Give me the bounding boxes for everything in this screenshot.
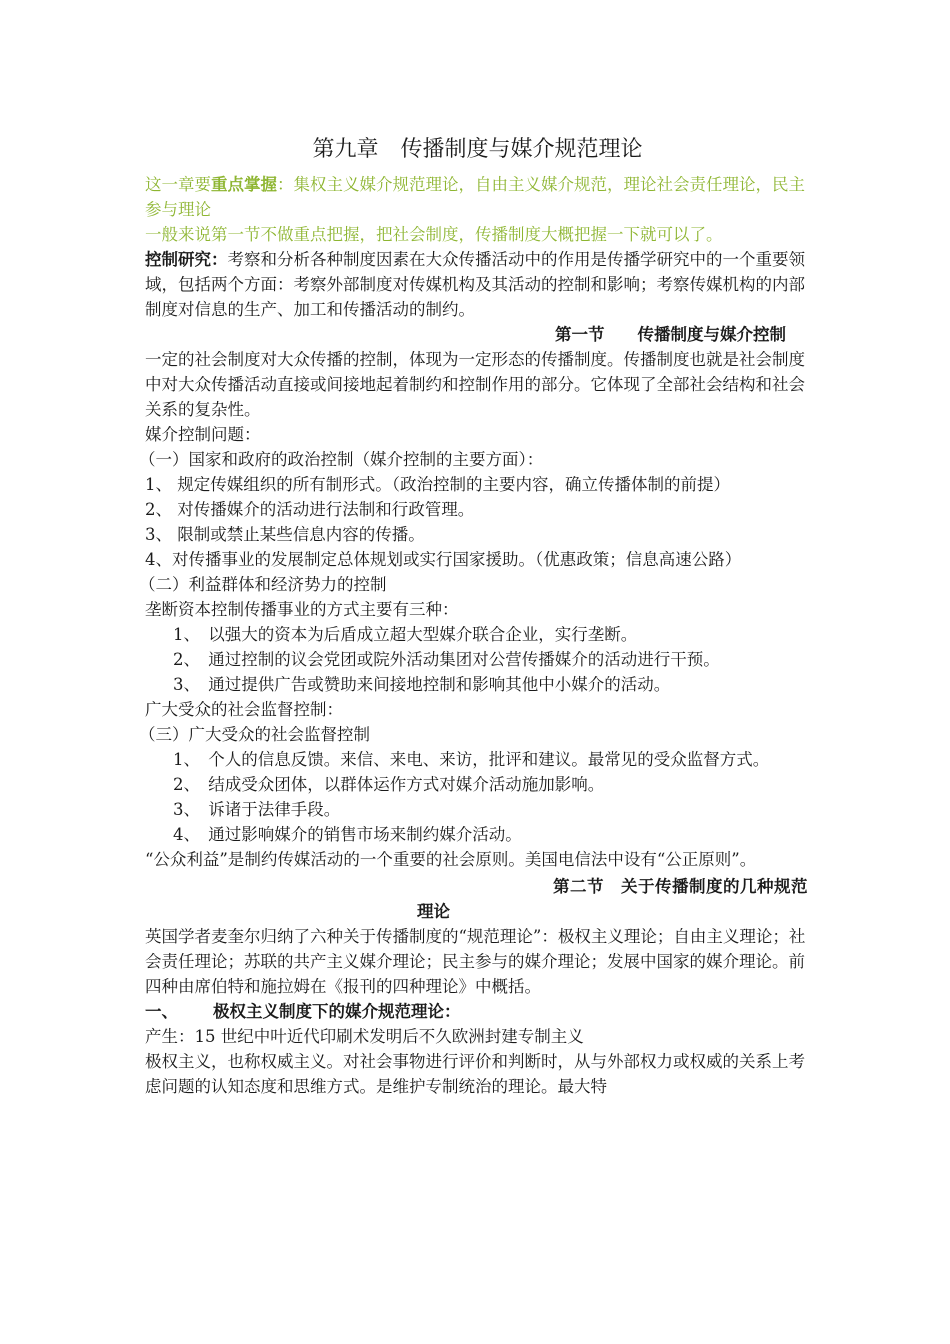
authoritarianism-paragraph: 极权主义，也称权威主义。对社会事物进行评价和判断时，从与外部权力或权威的关系上考虑问题的认知态度和思维方式。是维护专制统治的理论。最大特: [145, 1052, 805, 1096]
list-item: 2、 通过控制的议会党团或院外活动集团对公营传播媒介的活动进行干预。: [173, 650, 720, 669]
control-research-paragraph: 控制研究：考察和分析各种制度因素在大众传播活动中的作用是传播学研究中的一个重要领域，包括两个方面：考察外部制度对传媒机构及其活动的控制和影响；考察传媒机构的内部制度对信息的生产、加工和传播活动的制约。: [145, 250, 805, 319]
origin-paragraph: 产生：15 世纪中叶近代印刷术发明后不久欧洲封建专制主义: [145, 1027, 584, 1046]
authoritarian-heading: 一、 极权主义制度下的媒介规范理论：: [145, 1002, 461, 1021]
list-item: 1、 以强大的资本为后盾成立超大型媒介联合企业，实行垄断。: [173, 625, 638, 644]
list-item: 4、对传播事业的发展制定总体规划或实行国家援助。（优惠政策；信息高速公路）: [145, 550, 742, 569]
study-note-focus: 这一章要重点掌握：集权主义媒介规范理论，自由主义媒介规范，理论社会责任理论，民主参与理论: [145, 175, 805, 219]
monopoly-intro: 垄断资本控制传播事业的方式主要有三种：: [145, 600, 459, 619]
document-page: [139, 134, 810, 1099]
control-research-label: 控制研究：: [145, 250, 228, 269]
list-item: 4、 通过影响媒介的销售市场来制约媒介活动。: [173, 825, 522, 844]
political-control-heading: （一）国家和政府的政治控制（媒介控制的主要方面）：: [139, 450, 544, 469]
list-item: 1、 规定传媒组织的所有制形式。（政治控制的主要内容，确立传播体制的前提）: [145, 475, 730, 494]
list-item: 2、 结成受众团体，以群体运作方式对媒介活动施加影响。: [173, 775, 605, 794]
audience-control-heading: （三）广大受众的社会监督控制: [139, 725, 370, 744]
list-item: 3、 通过提供广告或赞助来间接地控制和影响其他中小媒介的活动。: [173, 675, 671, 694]
section2-title-continued: 理论: [417, 902, 450, 921]
list-item: 1、 个人的信息反馈。来信、来电、来访，批评和建议。最常见的受众监督方式。: [173, 750, 770, 769]
public-interest-paragraph: “公众利益”是制约传媒活动的一个重要的社会原则。美国电信法中设有“公正原则”。: [145, 850, 757, 869]
chapter-name: 传播制度与媒介规范理论: [400, 137, 643, 162]
list-item: 3、 限制或禁止某些信息内容的传播。: [145, 525, 425, 544]
media-control-heading: 媒介控制问题：: [145, 425, 261, 444]
audience-supervision-label: 广大受众的社会监督控制：: [145, 700, 343, 719]
chapter-title: [145, 134, 810, 166]
study-note-section1: 一般来说第一节不做重点把握，把社会制度，传播制度大概把握一下就可以了。: [145, 225, 723, 244]
chapter-number: 第九章: [312, 137, 379, 162]
section2-intro: 英国学者麦奎尔归纳了六种关于传播制度的“规范理论”：极权主义理论；自由主义理论；社会责任理论；苏联的共产主义媒介理论；民主参与的媒介理论；发展中国家的媒介理论。前四种由席伯特和施拉姆在《报刊的四种理论》中概括。: [145, 927, 806, 996]
section1-intro: 一定的社会制度对大众传播的控制，体现为一定形态的传播制度。传播制度也就是社会制度中对大众传播活动直接或间接地起着制约和控制作用的部分。它体现了全部社会结构和社会关系的复杂性。: [145, 350, 805, 419]
list-item: 3、 诉诸于法律手段。: [173, 800, 341, 819]
section1-title: 第一节 传播制度与媒介控制: [555, 325, 786, 344]
economic-control-heading: （二）利益群体和经济势力的控制: [139, 575, 387, 594]
list-item: 2、 对传播媒介的活动进行法制和行政管理。: [145, 500, 475, 519]
section2-title: 第二节 关于传播制度的几种规范: [553, 877, 808, 896]
